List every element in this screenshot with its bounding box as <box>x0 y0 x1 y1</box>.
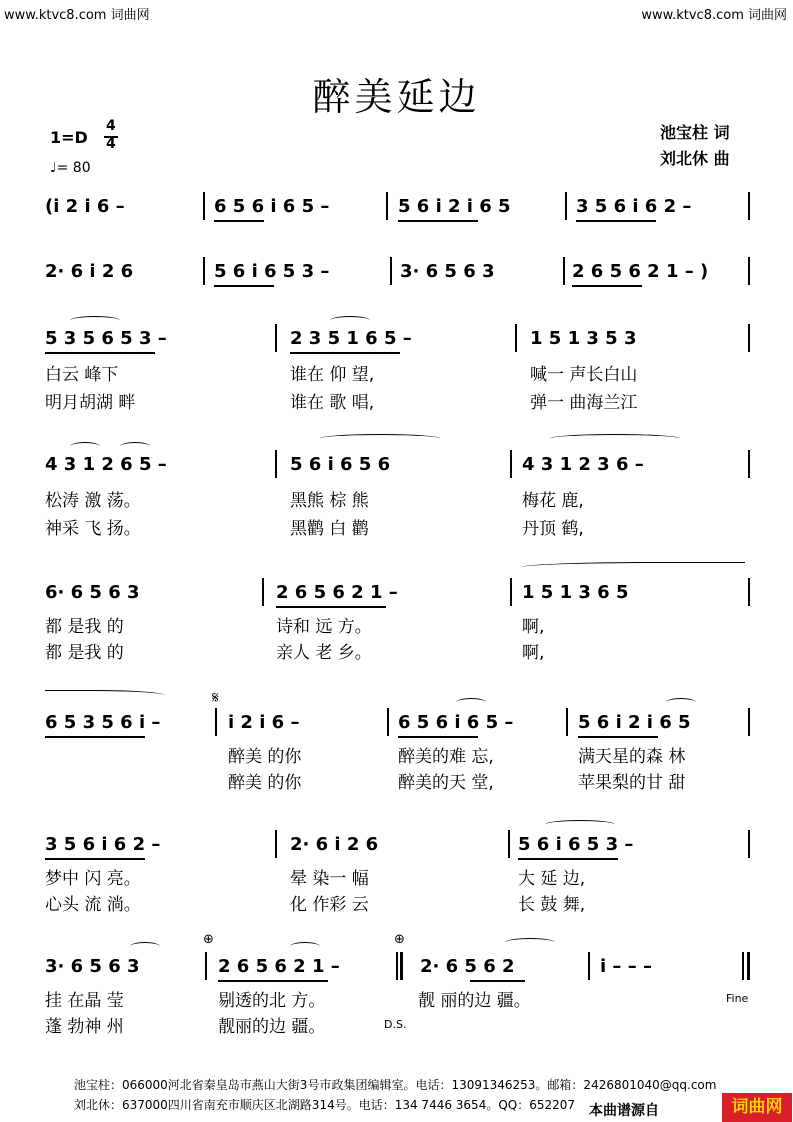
tempo-mark: ♩= 80 <box>50 160 91 176</box>
measure: 1 5 1 3 5 3 <box>530 328 637 349</box>
footer-contact-composer: 刘北休：637000四川省南充市顺庆区北湖路314号。电话：134 7446 3654。QQ：652207 <box>74 1098 576 1112</box>
lyric-line-1: 喊一 声长白山 <box>530 365 638 385</box>
barline <box>563 257 565 285</box>
slur <box>70 442 100 451</box>
lyric-line-1: 松涛 激 荡。 <box>45 491 141 511</box>
barline <box>748 324 750 352</box>
lyric-line-2: 神采 飞 扬。 <box>45 519 141 539</box>
underline <box>578 736 658 738</box>
slur <box>45 690 165 699</box>
lyric-line-1: 挂 在晶 莹 <box>45 991 124 1011</box>
slur <box>666 698 696 707</box>
slur <box>330 316 370 325</box>
barline <box>275 830 277 858</box>
measure: 5 6 i 6 5 3 – <box>518 834 634 855</box>
measure: 6· 6 5 6 3 <box>45 582 140 603</box>
measure: 1 5 1 3 6 5 <box>522 582 629 603</box>
lyric-line-1: 黑熊 棕 熊 <box>290 491 369 511</box>
slur <box>70 316 120 325</box>
barline <box>508 830 510 858</box>
underline <box>576 220 656 222</box>
lyric-line-1: 都 是我 的 <box>45 617 124 637</box>
segno-icon: 𝄋 <box>212 688 219 707</box>
slur <box>120 442 150 451</box>
composer-credit: 刘北休 曲 <box>660 149 730 168</box>
slur <box>290 942 320 951</box>
barline <box>400 952 403 980</box>
watermark-left: www.ktvc8.com 词曲网 <box>4 8 150 23</box>
measure: 3 5 6 i 6 2 – <box>45 834 161 855</box>
barline <box>262 578 264 606</box>
lyric-line-2: 蓬 勃神 州 <box>45 1017 124 1037</box>
barline <box>510 450 512 478</box>
ds-mark: D.S. <box>384 1018 407 1031</box>
lyric-line-2: 苹果梨的甘 甜 <box>578 773 686 793</box>
underline <box>276 606 386 608</box>
measure: 6 5 6 i 6 5 – <box>398 712 514 733</box>
lyric-line-1: 谁在 仰 望, <box>290 365 375 385</box>
measure: 5 3 5 6 5 3 – <box>45 328 167 349</box>
underline <box>518 858 618 860</box>
underline <box>572 285 642 287</box>
lyric-line-1: 梦中 闪 亮。 <box>45 869 141 889</box>
lyric-line-2: 化 作彩 云 <box>290 895 369 915</box>
underline <box>45 352 155 354</box>
lyric-line-2: 亲人 老 乡。 <box>276 643 372 663</box>
lyric-line-1: 满天星的森 林 <box>578 747 686 767</box>
measure: 2 6 5 6 2 1 – ) <box>572 261 709 282</box>
barline <box>588 952 590 980</box>
measure: 2 6 5 6 2 1 – <box>276 582 398 603</box>
barline <box>515 324 517 352</box>
quarter-note-icon: ♩ <box>50 160 57 176</box>
source-label: 本曲谱源自 <box>586 1100 662 1120</box>
lyric-line-2: 弹一 曲海兰江 <box>530 393 638 413</box>
measure: 3 5 6 i 6 2 – <box>576 196 692 217</box>
coda-icon: ⊕ <box>203 932 214 947</box>
lyricist-credit: 池宝柱 词 <box>660 123 730 142</box>
underline <box>398 736 478 738</box>
measure: 6 5 6 i 6 5 – <box>214 196 330 217</box>
slur <box>520 562 745 571</box>
fine-mark: Fine <box>726 992 749 1005</box>
measure: 2· 6 i 2 6 <box>45 261 134 282</box>
lyric-line-1: 醉美 的你 <box>228 747 302 767</box>
watermark-right: www.ktvc8.com 词曲网 <box>641 8 787 23</box>
lyric-line-1: 诗和 远 方。 <box>276 617 372 637</box>
barline <box>748 708 750 736</box>
barline <box>390 257 392 285</box>
underline <box>214 285 274 287</box>
measure: 2 6 5 6 2 1 – <box>218 956 340 977</box>
barline <box>566 708 568 736</box>
lyric-line-1: 靓 丽的边 疆。 <box>418 991 531 1011</box>
measure: 6 5 3 5 6 i – <box>45 712 161 733</box>
underline <box>218 980 328 982</box>
lyric-line-1: 晕 染一 幅 <box>290 869 369 889</box>
barline <box>742 952 744 980</box>
underline <box>398 220 478 222</box>
lyric-line-1: 醉美的难 忘, <box>398 747 494 767</box>
lyric-line-2: 啊, <box>522 643 545 663</box>
barline <box>275 324 277 352</box>
measure: 4 3 1 2 3 6 – <box>522 454 644 475</box>
lyric-line-2: 黑鹳 白 鹳 <box>290 519 369 539</box>
barline <box>747 952 750 980</box>
measure: (i 2 i 6 – <box>45 196 125 217</box>
key-signature: 1=D <box>50 128 88 147</box>
underline <box>214 220 264 222</box>
barline <box>203 257 205 285</box>
measure: 2· 6 5 6 2 <box>420 956 515 977</box>
barline <box>205 952 207 980</box>
measure: i 2 i 6 – <box>228 712 300 733</box>
site-logo[interactable]: 词曲网 <box>722 1093 792 1122</box>
lyric-line-1: 白云 峰下 <box>45 365 119 385</box>
measure: 5 6 i 6 5 3 – <box>214 261 330 282</box>
lyric-line-1: 啊, <box>522 617 545 637</box>
slur <box>550 434 680 443</box>
time-sig-bottom: 4 <box>106 136 116 152</box>
barline <box>510 578 512 606</box>
barline <box>386 192 388 220</box>
barline <box>275 450 277 478</box>
lyric-line-1: 剔透的北 方。 <box>218 991 326 1011</box>
song-title: 醉美延边 <box>312 75 481 119</box>
lyric-line-2: 丹顶 鹤, <box>522 519 584 539</box>
underline <box>470 980 525 982</box>
measure: 2 3 5 1 6 5 – <box>290 328 412 349</box>
measure: i – – – <box>600 956 652 977</box>
barline <box>565 192 567 220</box>
barline <box>748 257 750 285</box>
footer-contact-lyricist: 池宝柱：066000河北省秦皇岛市燕山大街3号市政集团编辑室。电话：13091346253。邮箱：2426801040@qq.com <box>74 1078 717 1092</box>
measure: 2· 6 i 2 6 <box>290 834 379 855</box>
measure: 5 6 i 6 5 6 <box>290 454 391 475</box>
barline <box>387 708 389 736</box>
slur <box>505 938 555 947</box>
lyric-line-2: 靓丽的边 疆。 <box>218 1017 326 1037</box>
lyric-line-2: 心头 流 淌。 <box>45 895 141 915</box>
lyric-line-2: 长 鼓 舞, <box>518 895 586 915</box>
barline <box>748 450 750 478</box>
barline <box>203 192 205 220</box>
barline <box>215 708 217 736</box>
barline <box>396 952 398 980</box>
slur <box>456 698 486 707</box>
lyric-line-1: 梅花 鹿, <box>522 491 584 511</box>
lyric-line-1: 大 延 边, <box>518 869 586 889</box>
lyric-line-2: 醉美的天 堂, <box>398 773 494 793</box>
underline <box>45 736 145 738</box>
measure: 5 6 i 2 i 6 5 <box>578 712 691 733</box>
time-sig-top: 4 <box>106 118 116 134</box>
lyric-line-2: 明月胡湖 畔 <box>45 393 136 413</box>
slur <box>130 942 160 951</box>
coda-icon: ⊕ <box>394 932 405 947</box>
measure: 5 6 i 2 i 6 5 <box>398 196 511 217</box>
measure: 4 3 1 2 6 5 – <box>45 454 167 475</box>
underline <box>290 352 400 354</box>
barline <box>748 830 750 858</box>
underline <box>45 858 145 860</box>
barline <box>748 192 750 220</box>
measure: 3· 6 5 6 3 <box>400 261 495 282</box>
slur <box>545 820 615 829</box>
barline <box>748 578 750 606</box>
lyric-line-2: 都 是我 的 <box>45 643 124 663</box>
lyric-line-2: 醉美 的你 <box>228 773 302 793</box>
measure: 3· 6 5 6 3 <box>45 956 140 977</box>
slur <box>320 434 440 443</box>
lyric-line-2: 谁在 歌 唱, <box>290 393 375 413</box>
